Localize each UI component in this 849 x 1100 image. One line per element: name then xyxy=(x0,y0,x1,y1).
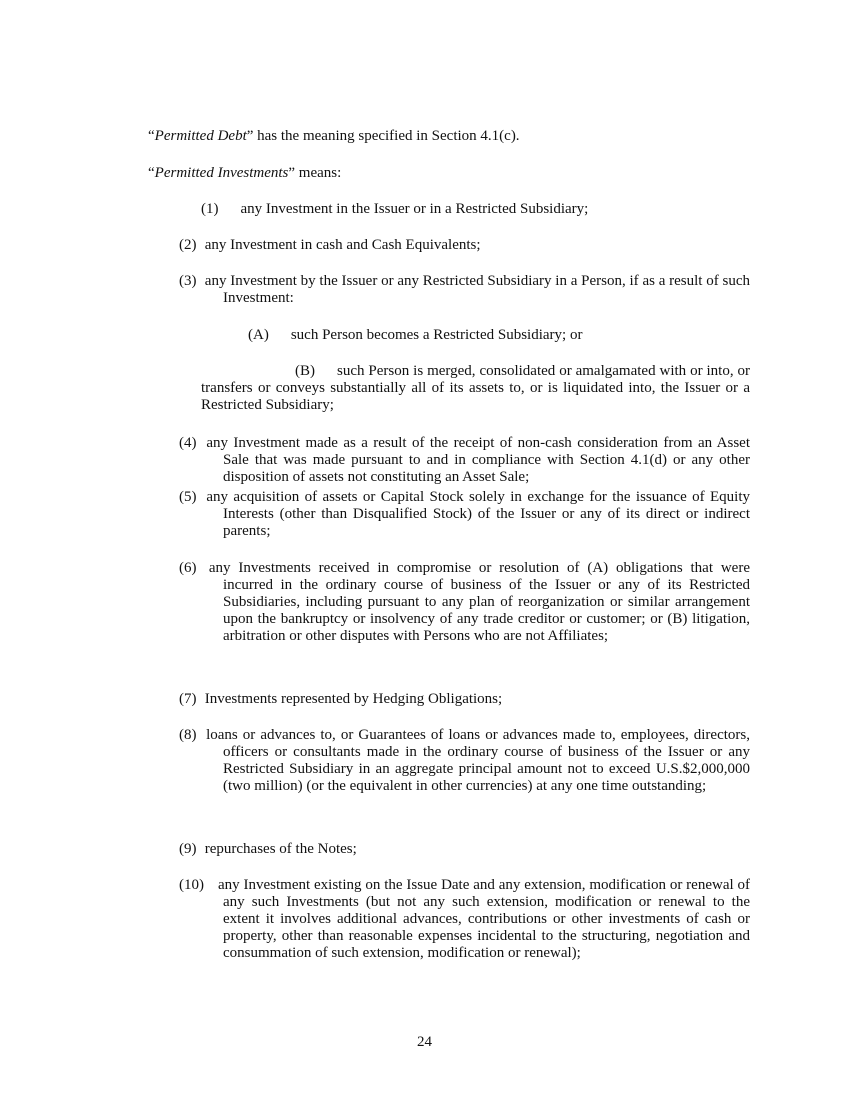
open-quote: “ xyxy=(148,128,155,144)
item-text: any Investment in cash and Cash Equivalents; xyxy=(204,237,481,253)
list-item-4: (4) any Investment made as a result of the receipt of non-cash consideration from an Asset Sale that was made pursuant to and in compliance with Section 4.1(d) or any other disposition of assets not constituting an Asset Sale; xyxy=(179,435,750,485)
item-number: (1) xyxy=(201,201,219,217)
sub-item-b xyxy=(201,363,750,414)
definition-permitted-investments xyxy=(148,165,748,182)
list-item-3: (3) any Investment by the Issuer or any Restricted Subsidiary in a Person, if as a result of such Investment: xyxy=(179,273,750,306)
item-text: any acquisition of assets or Capital Stock solely in exchange for the issuance of Equity Interests (other than Disqualified Stock) of the Issuer or any of its direct or indirect parents; xyxy=(206,489,750,539)
item-text: Investments represented by Hedging Obligations; xyxy=(204,691,503,707)
list-item-6: (6) any Investments received in compromise or resolution of (A) obligations that were incurred in the ordinary course of business of the Issuer or any of its Restricted Subsidiaries, including pursuant to any plan of reorganization or similar arrangement upon the bankruptcy or insolvency of any trade creditor or customer; or (B) litigation, arbitration or other disputes with Persons who are not Affiliates; xyxy=(179,560,750,644)
list-item-7: (7) Investments represented by Hedging Obligations; xyxy=(179,691,503,707)
item-text: any Investment in the Issuer or in a Restricted Subsidiary; xyxy=(240,201,589,217)
definition-permitted-debt xyxy=(148,128,748,145)
item-text: such Person is merged, consolidated or amalgamated with or into, or transfers or conveys substantially all of its assets to, or is liquidated into, the Issuer or a Restricted Subsidiary; xyxy=(201,363,750,413)
item-text: any Investments received in compromise or resolution of (A) obligations that were incurred in the ordinary course of business of the Issuer or any of its Restricted Subsidiaries, including pursuant to any plan of reorganization or similar arrangement upon the bankruptcy or insolvency of any trade creditor or customer; or (B) litigation, arbitration or other disputes with Persons who are not Affiliates; xyxy=(208,560,750,644)
item-number: (B) xyxy=(295,363,315,379)
defined-term: Permitted Investments xyxy=(154,165,289,181)
sub-item-a xyxy=(248,327,748,344)
defined-term: Permitted Debt xyxy=(154,128,247,144)
item-text: repurchases of the Notes; xyxy=(204,841,357,857)
open-quote: “ xyxy=(148,165,155,181)
item-text: any Investment by the Issuer or any Restricted Subsidiary in a Person, if as a result of such Investment: xyxy=(204,273,750,306)
item-text: loans or advances to, or Guarantees of loans or advances made to, employees, directors, officers or consultants made in the ordinary course of business of the Issuer or any Restricted Subsidiary in an aggregate principal amount not to exceed U.S.$2,000,000 (two million) (or the equivalent in other currencies) at any one time outstanding; xyxy=(206,727,750,794)
page-number: 24 xyxy=(417,1034,432,1050)
item-text: such Person becomes a Restricted Subsidiary; or xyxy=(290,327,583,343)
list-item-2: (2) any Investment in cash and Cash Equivalents; xyxy=(179,237,481,253)
list-item-8: (8) loans or advances to, or Guarantees of loans or advances made to, employees, directors, officers or consultants made in the ordinary course of business of the Issuer or any Restricted Subsidiary in an aggregate principal amount not to exceed U.S.$2,000,000 (two million) (or the equivalent in other currencies) at any one time outstanding; xyxy=(179,727,750,794)
list-item-10 xyxy=(179,877,750,962)
definition-text: ” has the meaning specified in Section 4.1(c). xyxy=(246,128,520,144)
item-number: (10) xyxy=(179,877,204,893)
list-item-5: (5) any acquisition of assets or Capital Stock solely in exchange for the issuance of Equity Interests (other than Disqualified Stock) of the Issuer or any of its direct or indirect parents; xyxy=(179,489,750,539)
list-item-9: (9) repurchases of the Notes; xyxy=(179,841,357,857)
list-item-1 xyxy=(201,201,750,218)
item-text: any Investment made as a result of the receipt of non-cash consideration from an Asset Sale that was made pursuant to and in compliance with Section 4.1(d) or any other disposition of assets not constituting an Asset Sale; xyxy=(206,435,750,485)
definition-text: ” means: xyxy=(288,165,342,181)
item-number: (A) xyxy=(248,327,269,343)
item-text: any Investment existing on the Issue Date and any extension, modification or renewal of any such Investments (but not any such extension, modification or renewal to the extent it involves additional advances, contributions or other investments of cash or property, other than reasonable expenses incidental to the structuring, negotiation and consummation of such extension, modification or renewal); xyxy=(218,877,750,961)
